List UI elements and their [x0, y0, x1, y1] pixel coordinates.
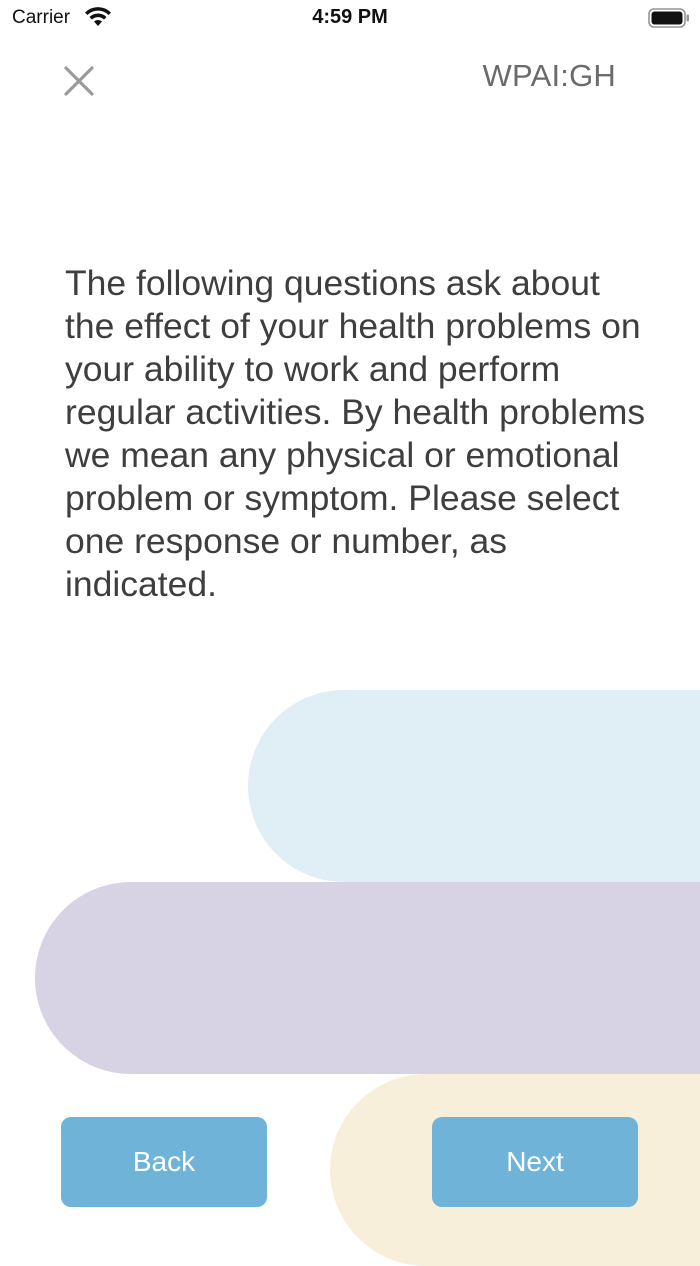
- battery-icon: [648, 8, 690, 28]
- status-bar: [0, 0, 700, 36]
- decorative-pill-purple: [35, 882, 700, 1074]
- back-button[interactable]: Back: [61, 1117, 267, 1207]
- status-time: 4:59 PM: [312, 6, 388, 28]
- page-title: WPAI:GH: [482, 58, 616, 93]
- intro-text: The following questions ask about the effect of your health problems on your ability to work and perform regular activities. By health problems we mean any physical or emotional problem or symptom. Please select one response or number, as indicated.: [65, 263, 646, 604]
- next-button[interactable]: Next: [432, 1117, 638, 1207]
- close-icon: [63, 65, 95, 97]
- close-button[interactable]: [58, 60, 100, 102]
- carrier-label: Carrier: [12, 7, 71, 28]
- decorative-pill-blue: [248, 690, 700, 882]
